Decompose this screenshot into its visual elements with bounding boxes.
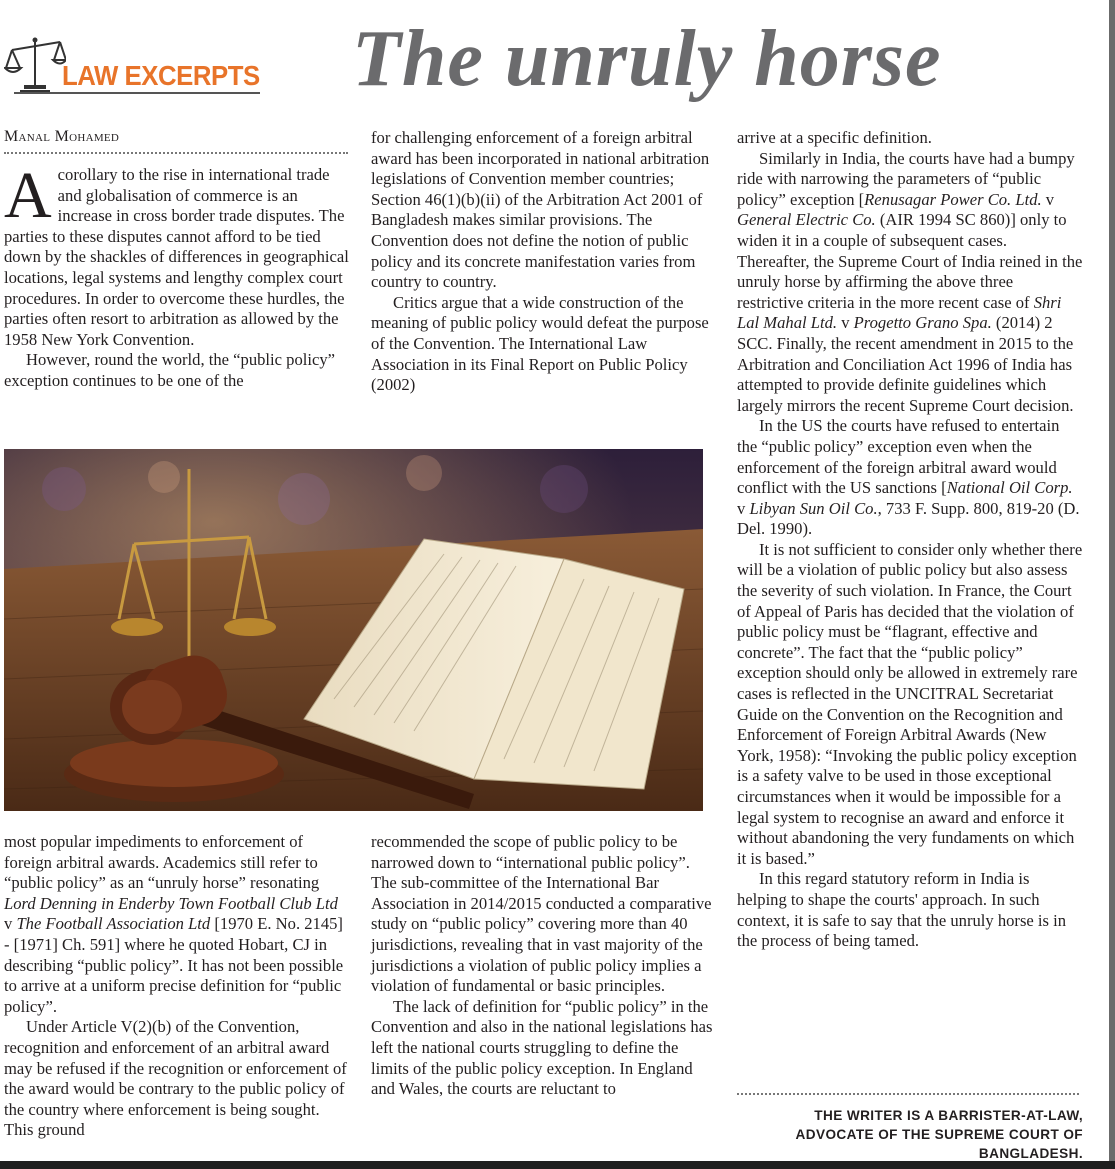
byline: Manal Mohamed [4, 128, 348, 154]
section-label: LAW EXCERPTS [62, 60, 260, 91]
case-name: Renusagar Power Co. Ltd. [864, 189, 1042, 209]
paragraph: The lack of definition for “public policy” in the Convention and also in the national legislations has left the national courts struggling to define the limits of the public policy exception. In England and Wales, the courts are reluctant to [371, 996, 713, 1099]
case-name: Progetto Grano Spa. [853, 313, 992, 333]
paragraph [4, 832, 350, 1017]
case-name: Libyan Sun Oil Co. [749, 498, 878, 518]
paragraph: for challenging enforcement of a foreign arbitral award has been incorporated in national arbitration legislations of Convention member countries; Section 46(1)(b)(ii) of the Arbitration Act 2001 of Bangladesh makes similar provisions. The Convention does not define the notion of public policy and its concrete manifestation varies from country to country. [371, 128, 710, 292]
drop-cap: A [4, 159, 52, 232]
gavel-scales-book-photo [4, 449, 703, 811]
paragraph [737, 416, 1083, 540]
paragraph-text: [1970 E. No. 2145] - [1971] Ch. 591] where he quoted Hobart, CJ in describing “public policy”. It has not been possible to arrive at a uniform precise definition for “public policy”. [4, 914, 344, 1016]
paragraph-text: (2014) 2 SCC. Finally, the recent amendment in 2015 to the Arbitration and Conciliation Act 1996 of India has attempted to provide definite guidelines which largely mirrors the recent Supreme Court decision. [737, 313, 1074, 415]
column-2-top [371, 128, 717, 396]
paragraph [4, 159, 350, 350]
case-name: Lord Denning in Enderby Town Football Club Ltd [4, 893, 338, 913]
paragraph [737, 149, 1083, 417]
versus: v [837, 313, 854, 333]
scales-of-justice-icon [4, 34, 66, 96]
paragraph-text: (AIR 1994 SC 860)] only to widen it in a couple of subsequent cases. Thereafter, the Supreme Court of India reined in the unruly horse by affirming the above three restrictive criteria in the more recent case of [737, 210, 1083, 312]
column-1-bottom [4, 832, 350, 1141]
versus: v [4, 914, 17, 934]
writer-note-line: ADVOCATE OF THE SUPREME COURT OF [795, 1127, 1083, 1142]
case-name: General Electric Co. [737, 210, 876, 230]
writer-divider [737, 1093, 1079, 1095]
section-underline [14, 92, 260, 94]
writer-note [737, 1106, 1083, 1163]
paragraph: It is not sufficient to consider only whether there will be a violation of public policy but also assess the severity of such violation. In France, the Court of Appeal of Paris has decided that the violation of public policy must be “flagrant, effective and concrete”. The fact that the “public policy” exception should only be allowed in extremely rare cases is reflected in the UNCITRAL Secretariat Guide on the Convention on the Recognition and Enforcement of Foreign Arbitral Awards (New York, 1958): “Invoking the public policy exception is a safety valve to be used in those exceptional circumstances when it would be impossible for a legal system to recognise an award and enforce it without abandoning the very fundaments on which it is based.” [737, 539, 1083, 868]
paragraph-text: most popular impediments to enforcement of foreign arbitral awards. Academics still refer to “public policy” as an “unruly horse” resonating [4, 832, 320, 893]
case-name: National Oil Corp. [946, 478, 1073, 498]
writer-note-line: THE WRITER IS A BARRISTER-AT-LAW, [814, 1108, 1083, 1123]
column-1-top [4, 159, 350, 392]
paragraph-text: Similarly in India, the courts have had a bumpy ride with narrowing the parameters of “public policy” exception [ [737, 148, 1075, 209]
paragraph-text: In the US the courts have refused to entertain the “public policy” exception even when the enforcement of the foreign arbitral award would conflict with the US sanctions [ [737, 416, 1060, 498]
headline: The unruly horse [352, 15, 942, 103]
versus: v [737, 498, 750, 518]
photo-illustration [4, 449, 703, 811]
paragraph: However, round the world, the “public policy” exception continues to be one of the [4, 350, 335, 390]
case-name: Shri Lal Mahal Ltd. [737, 292, 1062, 333]
column-2-bottom [371, 832, 717, 1100]
paragraph: In this regard statutory reform in India is helping to shape the courts' approach. In such context, it is safe to say that the unruly horse is in the process of being tamed. [737, 869, 1067, 951]
case-name: The Football Association Ltd [16, 914, 211, 934]
versus: v [1041, 189, 1055, 209]
column-3 [737, 128, 1083, 952]
paragraph: Critics argue that a wide construction of the meaning of public policy would defeat the purpose of the Convention. The International Law Association in its Final Report on Public Policy (2002) [371, 292, 709, 395]
paragraph-text: corollary to the rise in international trade and globalisation of commerce is an increase in cross border trade disputes. The parties to these disputes cannot afford to be tied down by the shackles of differences in geographical locations, legal systems and lengthy complex court procedures. In order to overcome these hurdles, the parties often resort to arbitration as allowed by the 1958 New York Convention. [4, 165, 349, 349]
page-edge-right [1109, 0, 1115, 1169]
paragraph: Under Article V(2)(b) of the Convention, recognition and enforcement of an arbitral award may be refused if the recognition or enforcement of the award would be contrary to the public policy of the country where enforcement is being sought. This ground [4, 1017, 347, 1140]
writer-note-line: BANGLADESH. [978, 1146, 1083, 1161]
page-header [0, 0, 1109, 125]
paragraph: recommended the scope of public policy to be narrowed down to “international public policy”. The sub-committee of the International Bar Association in 2014/2015 conducted a comparative study on “public policy” covering more than 40 jurisdictions, revealing that in vast majority of the jurisdictions a violation of public policy implies a violation of fundamental or basic principles. [371, 832, 712, 996]
paragraph: arrive at a specific definition. [737, 128, 932, 147]
paragraph-text: , 733 F. Supp. 800, 819-20 (D. Del. 1990). [737, 498, 1080, 539]
